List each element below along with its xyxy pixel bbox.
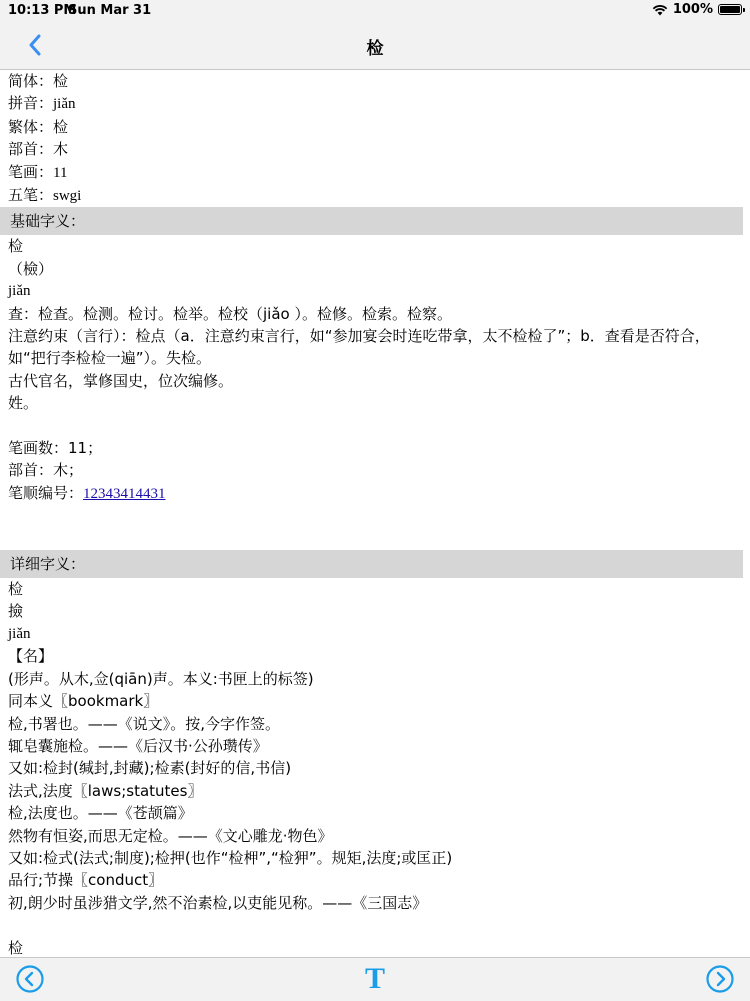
detail-line: 辄皂囊施检。——《后汉书·公孙瓒传》 xyxy=(8,736,268,755)
info-row-traditional xyxy=(0,116,750,138)
detail-line: 【名】 xyxy=(8,647,54,666)
detail-line: (形声。从木,佥(qiān)声。本义:书匣上的标签) xyxy=(8,669,314,688)
navigation-bar xyxy=(0,22,750,70)
detail-line: 检,书署也。——《说文》。按,今字作签。 xyxy=(8,714,281,733)
definition-line: 注意约束（言行）：检点（a．注意约束言行，如“参加宴会时连吃带拿，太不检检了”；b．查看是否符合，如“把行李检检一遍”）。失检。 xyxy=(8,327,710,368)
info-value: 检 xyxy=(53,72,69,90)
definition-line: 古代官名，掌修国史，位次编修。 xyxy=(8,371,234,390)
info-label: 笔画： xyxy=(8,162,54,181)
detail-line: 又如:检封(缄封,封藏);检素(封好的信,书信) xyxy=(8,759,292,778)
basic-meaning-body xyxy=(0,235,750,550)
chevron-right-circle-icon xyxy=(705,964,735,994)
definition-line: jiǎn xyxy=(8,283,31,300)
definition-line: 查：检查。检测。检讨。检举。检校（jiǎo ）。检修。检索。检察。 xyxy=(8,304,452,323)
detail-line: 初,朗少时虽涉猎文学,然不治素检,以吏能见称。——《三国志》 xyxy=(8,893,428,912)
detail-meaning-header: 详细字义： xyxy=(0,550,743,578)
detail-line: 检 xyxy=(8,938,24,957)
info-label: 繁体： xyxy=(8,117,54,136)
stroke-order-link[interactable]: 12343414431 xyxy=(83,485,166,502)
info-row-strokes xyxy=(0,161,750,184)
dictionary-content[interactable] xyxy=(0,70,750,957)
detail-meaning-body xyxy=(0,578,750,981)
definition-line: （檢） xyxy=(8,259,54,278)
radical-line: 部首：木； xyxy=(8,461,84,480)
detail-line: 法式,法度〖laws;statutes〗 xyxy=(8,781,203,800)
battery-icon xyxy=(718,4,742,15)
info-row-wubi xyxy=(0,184,750,207)
info-row-simplified xyxy=(0,70,750,92)
detail-line: jiǎn xyxy=(8,625,31,642)
next-button[interactable] xyxy=(705,964,735,994)
basic-meaning-header: 基础字义： xyxy=(0,207,743,235)
info-label: 五笔： xyxy=(8,186,54,205)
status-right xyxy=(652,2,742,17)
status-time: 10:13 PM xyxy=(8,3,77,18)
basic-info xyxy=(0,70,750,207)
battery-percent: 100% xyxy=(672,2,713,17)
definition-line: 姓。 xyxy=(8,394,39,413)
spacer xyxy=(0,528,750,550)
info-row-radical xyxy=(0,138,750,160)
definition-line: 检 xyxy=(8,237,24,256)
detail-line: 检 xyxy=(8,580,24,599)
previous-button[interactable] xyxy=(15,964,45,994)
detail-line: 撿 xyxy=(8,602,24,621)
info-label: 部首： xyxy=(8,140,54,159)
page-title: 检 xyxy=(366,39,384,59)
detail-line: 品行;节操〖conduct〗 xyxy=(8,871,164,890)
detail-line: 检,法度也。——《苍颉篇》 xyxy=(8,804,193,823)
spacer xyxy=(0,415,750,437)
detail-line: 同本义〖bookmark〗 xyxy=(8,692,159,711)
info-value: swgi xyxy=(53,188,82,205)
bottom-toolbar xyxy=(0,957,750,1001)
spacer xyxy=(0,505,750,527)
stroke-order-label: 笔顺编号： xyxy=(8,483,84,502)
stroke-order-row xyxy=(0,482,750,505)
spacer xyxy=(0,914,750,936)
info-value: 木 xyxy=(53,140,69,159)
font-size-button[interactable]: T xyxy=(364,962,385,995)
info-value: 检 xyxy=(53,117,69,136)
info-row-pinyin xyxy=(0,92,750,115)
status-date: Sun Mar 31 xyxy=(68,3,152,18)
chevron-left-circle-icon xyxy=(15,964,45,994)
info-value: 11 xyxy=(53,164,68,181)
info-value: jiǎn xyxy=(53,96,76,113)
detail-line: 然物有恒姿,而思无定检。——《文心雕龙·物色》 xyxy=(8,826,333,845)
info-label: 简体： xyxy=(8,72,54,90)
stroke-count: 笔画数：11； xyxy=(8,439,103,458)
detail-line: 又如:检式(法式;制度);检押(也作“检柙”,“检狎”。规矩,法度;或匡正) xyxy=(8,848,453,867)
info-label: 拼音： xyxy=(8,94,54,113)
status-bar xyxy=(0,0,750,22)
wifi-icon xyxy=(652,4,668,16)
